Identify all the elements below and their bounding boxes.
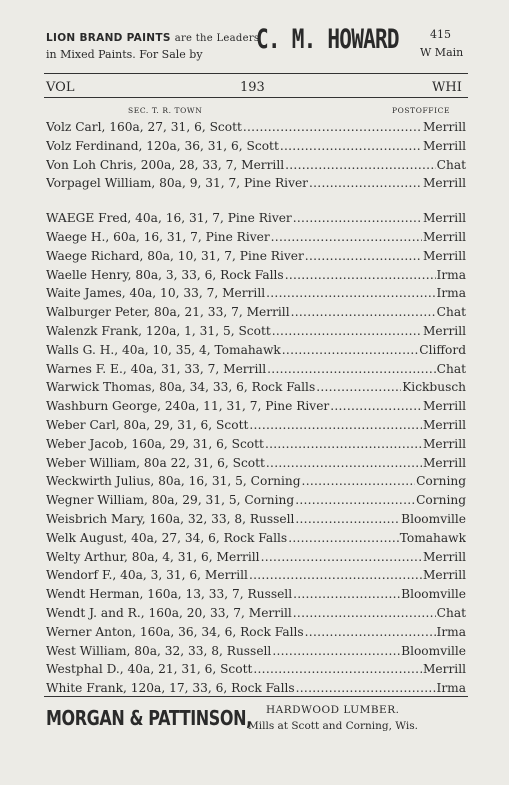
- dot-leader: [305, 249, 422, 263]
- directory-entry: [46, 512, 466, 531]
- entry-details: Waege Richard, 80a, 10, 31, 7, Pine River: [46, 248, 304, 263]
- entry-details: Walenzk Frank, 120a, 1, 31, 5, Scott: [46, 323, 271, 338]
- dot-leader: [265, 437, 422, 451]
- listing-group-v: [46, 120, 466, 195]
- entry-details: Von Loh Chris, 200a, 28, 33, 7, Merrill: [46, 157, 285, 172]
- dot-leader: [243, 120, 422, 134]
- dot-leader: [282, 343, 418, 357]
- dot-leader: [288, 531, 399, 545]
- dot-leader: [302, 474, 416, 488]
- dot-leader: [293, 606, 436, 620]
- directory-entry: [46, 380, 466, 399]
- dot-leader: [293, 587, 400, 601]
- lumber-company-name: MORGAN & PATTINSON,: [46, 706, 252, 730]
- directory-entry: [46, 606, 466, 625]
- entry-postoffice: Merrill: [422, 662, 466, 677]
- paint-ad-line-1: [46, 32, 259, 44]
- entry-details: Volz Ferdinand, 120a, 36, 31, 6, Scott: [46, 138, 279, 153]
- directory-entry: [46, 550, 466, 569]
- section-label: WHI: [432, 80, 462, 95]
- entry-details: Wegner William, 80a, 29, 31, 5, Corning: [46, 493, 295, 508]
- entry-details: Weckwirth Julius, 80a, 16, 31, 5, Corning: [46, 474, 301, 489]
- entry-details: Volz Carl, 160a, 27, 31, 6, Scott: [46, 120, 242, 134]
- entry-postoffice: Merrill: [422, 549, 466, 564]
- directory-entry: [46, 681, 466, 700]
- merchant-address-number: 415: [430, 28, 451, 41]
- directory-entry: [46, 662, 466, 681]
- entry-details: Waelle Henry, 80a, 3, 33, 6, Rock Falls: [46, 267, 284, 282]
- dot-leader: [309, 176, 422, 190]
- entry-details: Weber Carl, 80a, 29, 31, 6, Scott: [46, 417, 249, 432]
- entry-postoffice: Merrill: [422, 417, 466, 432]
- entry-postoffice: Tomahawk: [399, 530, 466, 545]
- directory-entry: [46, 568, 466, 587]
- directory-entry: [46, 625, 466, 644]
- directory-entry: [46, 343, 466, 362]
- entry-postoffice: Chat: [436, 305, 466, 320]
- entry-details: Walburger Peter, 80a, 21, 33, 7, Merrill: [46, 305, 290, 320]
- dot-leader: [296, 681, 436, 695]
- directory-entry: [46, 644, 466, 663]
- directory-entry: [46, 418, 466, 437]
- dot-leader: [272, 644, 400, 658]
- directory-entry: [46, 493, 466, 512]
- entry-details: Washburn George, 240a, 11, 31, 7, Pine River: [46, 399, 330, 414]
- entry-postoffice: Merrill: [422, 568, 466, 583]
- entry-postoffice: Clifford: [419, 342, 466, 357]
- merchant-address-street: W Main: [420, 46, 464, 59]
- group-spacer: [46, 195, 466, 211]
- directory-entry: [46, 362, 466, 381]
- directory-entry: [46, 268, 466, 287]
- directory-entry: [46, 230, 466, 249]
- directory-entry: [46, 286, 466, 305]
- entry-postoffice: Kickbusch: [402, 380, 466, 395]
- bottom-rule: [44, 696, 468, 697]
- directory-entry: [46, 437, 466, 456]
- dot-leader: [295, 512, 400, 526]
- entry-details: Vorpagel William, 80a, 9, 31, 7, Pine River: [46, 176, 308, 191]
- entry-postoffice: Irma: [436, 681, 466, 696]
- dot-leader: [330, 399, 422, 413]
- entry-postoffice: Merrill: [422, 436, 466, 451]
- entry-postoffice: Merrill: [422, 323, 466, 338]
- dot-leader: [271, 230, 422, 244]
- entry-details: West William, 80a, 32, 33, 8, Russell: [46, 643, 272, 658]
- directory-entry: [46, 474, 466, 493]
- entry-details: Warnes F. E., 40a, 31, 33, 7, Merrill: [46, 361, 267, 376]
- entry-details: Westphal D., 40a, 21, 31, 6, Scott: [46, 662, 253, 677]
- entry-postoffice: Irma: [436, 624, 466, 639]
- entry-details: Welty Arthur, 80a, 4, 31, 6, Merrill: [46, 549, 260, 564]
- dot-leader: [266, 286, 435, 300]
- directory-entry: [46, 120, 466, 139]
- directory-entry: [46, 158, 466, 177]
- top-advertisement: [44, 22, 474, 70]
- dot-leader: [285, 268, 436, 282]
- dot-leader: [291, 305, 436, 319]
- directory-entry: [46, 176, 466, 195]
- directory-entry: [46, 139, 466, 158]
- merchant-name: C. M. HOWARD: [256, 24, 399, 55]
- entry-postoffice: Irma: [436, 286, 466, 301]
- entry-details: Walls G. H., 40a, 10, 35, 4, Tomahawk: [46, 342, 281, 357]
- entry-postoffice: Merrill: [422, 229, 466, 244]
- entry-details: Wendt J. and R., 160a, 20, 33, 7, Merrill: [46, 605, 292, 620]
- dot-leader: [305, 625, 436, 639]
- entry-postoffice: Bloomville: [401, 587, 466, 602]
- entry-postoffice: Merrill: [422, 399, 466, 414]
- directory-listing: [46, 120, 466, 700]
- entry-details: WAEGE Fred, 40a, 16, 31, 7, Pine River: [46, 211, 292, 226]
- directory-entry: [46, 305, 466, 324]
- directory-entry: [46, 531, 466, 550]
- dot-leader: [249, 568, 422, 582]
- dot-leader: [261, 550, 422, 564]
- column-header-postoffice: POSTOFFICE: [392, 106, 451, 115]
- entry-postoffice: Bloomville: [401, 511, 466, 526]
- dot-leader: [285, 158, 436, 172]
- lumber-ad-line-1: HARDWOOD LUMBER.: [266, 704, 400, 716]
- directory-entry: [46, 399, 466, 418]
- entry-details: Wendt Herman, 160a, 13, 33, 7, Russell: [46, 587, 293, 602]
- dot-leader: [316, 380, 401, 394]
- lumber-ad-line-2: Mills at Scott and Corning, Wis.: [248, 720, 418, 732]
- entry-details: Werner Anton, 160a, 36, 34, 6, Rock Falls: [46, 624, 304, 639]
- entry-postoffice: Chat: [436, 605, 466, 620]
- bottom-advertisement: [44, 700, 468, 740]
- entry-details: Waege H., 60a, 16, 31, 7, Pine River: [46, 229, 270, 244]
- entry-postoffice: Irma: [436, 267, 466, 282]
- entry-details: White Frank, 120a, 17, 33, 6, Rock Falls: [46, 681, 295, 696]
- entry-details: Weber William, 80a 22, 31, 6, Scott: [46, 455, 265, 470]
- dot-leader: [272, 324, 422, 338]
- dot-leader: [280, 139, 422, 153]
- top-rule: [44, 73, 468, 74]
- entry-details: Wendorf F., 40a, 3, 31, 6, Merrill: [46, 568, 248, 583]
- entry-postoffice: Merrill: [422, 138, 466, 153]
- entry-details: Waite James, 40a, 10, 33, 7, Merrill: [46, 286, 266, 301]
- entry-postoffice: Merrill: [422, 455, 466, 470]
- directory-entry: [46, 587, 466, 606]
- dot-leader: [266, 456, 422, 470]
- entry-details: Weber Jacob, 160a, 29, 31, 6, Scott: [46, 436, 264, 451]
- dot-leader: [295, 493, 415, 507]
- dot-leader: [253, 662, 422, 676]
- entry-postoffice: Chat: [436, 157, 466, 172]
- directory-entry: [46, 456, 466, 475]
- paint-brand-suffix: are the Leaders: [174, 33, 260, 44]
- listing-group-w: [46, 211, 466, 700]
- column-header-location: SEC. T. R. TOWN: [128, 106, 203, 115]
- entry-details: Welk August, 40a, 27, 34, 6, Rock Falls: [46, 530, 288, 545]
- entry-details: Weisbrich Mary, 160a, 32, 33, 8, Russell: [46, 511, 295, 526]
- entry-details: Warwick Thomas, 80a, 34, 33, 6, Rock Falls: [46, 380, 316, 395]
- page-number: 193: [240, 80, 265, 95]
- entry-postoffice: Merrill: [422, 248, 466, 263]
- header-rule: [44, 97, 468, 98]
- dot-leader: [267, 362, 436, 376]
- paint-ad-line-2: in Mixed Paints. For Sale by: [46, 48, 203, 61]
- paint-brand: LION BRAND PAINTS: [46, 32, 171, 44]
- entry-postoffice: Bloomville: [401, 643, 466, 658]
- entry-postoffice: Merrill: [422, 176, 466, 191]
- entry-postoffice: Chat: [436, 361, 466, 376]
- entry-postoffice: Merrill: [422, 120, 466, 134]
- dot-leader: [249, 418, 422, 432]
- volume-label: VOL: [46, 80, 75, 95]
- dot-leader: [293, 211, 422, 225]
- directory-entry: [46, 211, 466, 230]
- directory-entry: [46, 249, 466, 268]
- entry-postoffice: Corning: [416, 474, 466, 489]
- entry-postoffice: Merrill: [422, 211, 466, 226]
- entry-postoffice: Corning: [416, 493, 466, 508]
- directory-entry: [46, 324, 466, 343]
